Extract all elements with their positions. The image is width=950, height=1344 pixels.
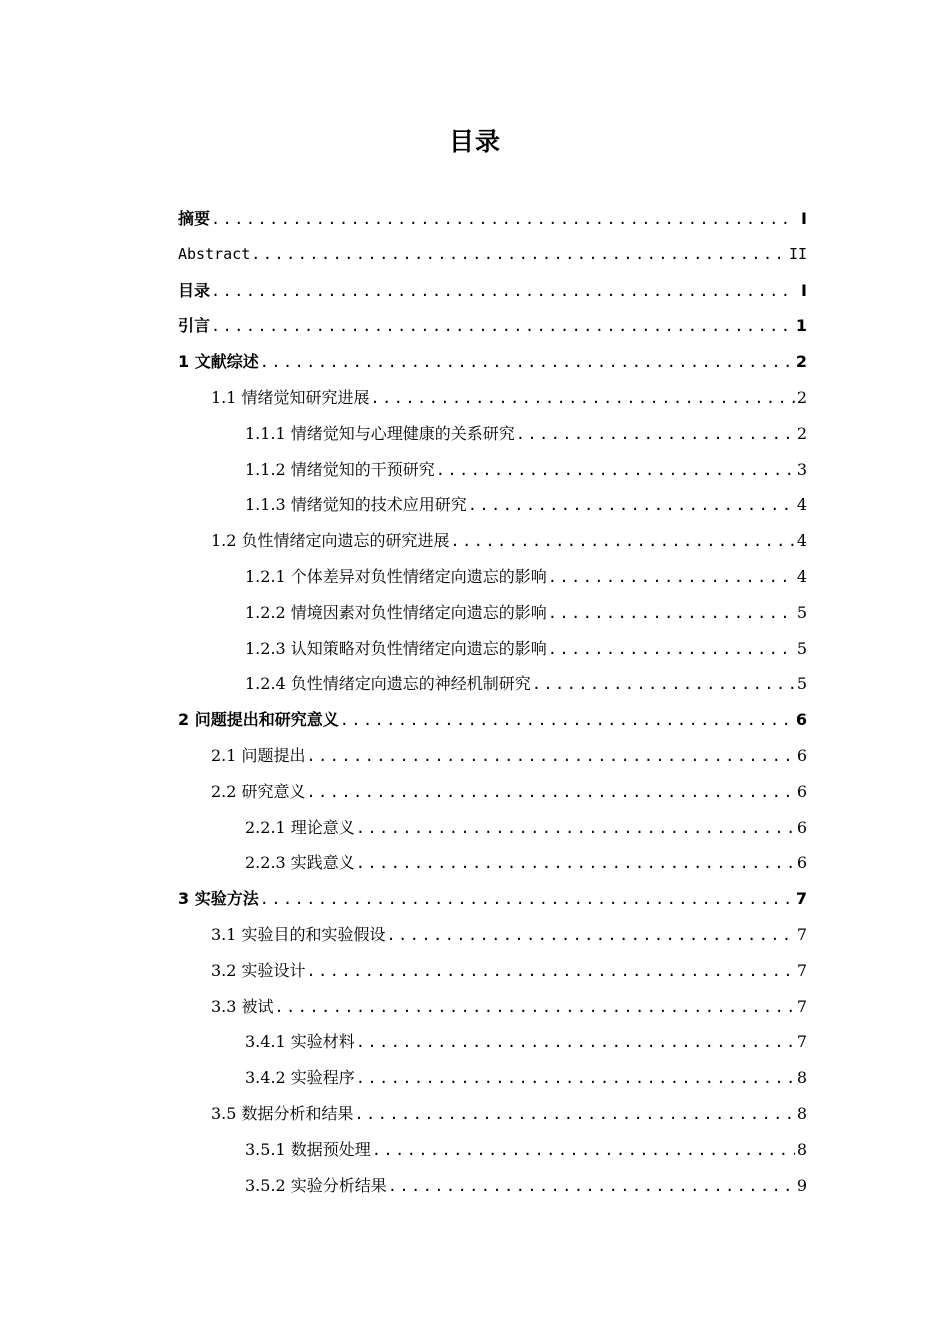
toc-entry[interactable]: [178, 810, 807, 846]
toc-dot-leader: [548, 560, 795, 595]
toc-entry[interactable]: [178, 487, 807, 523]
toc-page-number: 3: [796, 459, 807, 479]
toc-entry[interactable]: [178, 273, 807, 309]
toc-page-number: 6: [796, 745, 807, 765]
toc-page-number: I: [801, 280, 807, 300]
toc-entry-label: 2.2.1 理论意义: [245, 817, 355, 837]
toc-page-number: 1: [795, 316, 807, 336]
toc-page-number: 8: [796, 1068, 807, 1088]
toc-page-number: 2: [796, 387, 807, 407]
toc-entry[interactable]: [178, 1024, 807, 1060]
toc-page-number: I: [801, 209, 807, 228]
toc-entry-label: 1.2.2 情境因素对负性情绪定向遗忘的影响: [245, 602, 547, 622]
toc-dot-leader: [356, 846, 795, 881]
toc-entry[interactable]: [178, 237, 807, 273]
toc-page-number: 5: [796, 602, 807, 622]
toc-entry[interactable]: [178, 738, 807, 774]
toc-entry[interactable]: [178, 416, 807, 452]
toc-page-number: 7: [796, 960, 807, 980]
toc-page-number: 2: [795, 352, 807, 372]
toc-page-number: 6: [795, 710, 807, 730]
toc-page-number: 6: [796, 853, 807, 873]
toc-dot-leader: [548, 596, 795, 631]
toc-entry[interactable]: [178, 380, 807, 416]
toc-entry-label: 2.2.3 实践意义: [245, 853, 355, 873]
toc-entry-label: 3.5 数据分析和结果: [211, 1103, 354, 1123]
toc-entry[interactable]: [178, 845, 807, 881]
toc-entry[interactable]: [178, 595, 807, 631]
toc-entry-label: 2.1 问题提出: [211, 745, 306, 765]
toc-entry[interactable]: [178, 1096, 807, 1132]
toc-dot-leader: [372, 1133, 795, 1168]
toc-dot-leader: [356, 1061, 795, 1096]
toc-dot-leader: [468, 488, 795, 523]
toc-entry-label: 3.5.2 实验分析结果: [245, 1175, 387, 1195]
toc-entry-label: 目录: [178, 280, 211, 300]
toc-entry[interactable]: [178, 666, 807, 702]
toc-entry[interactable]: [178, 1060, 807, 1096]
toc-entry[interactable]: [178, 523, 807, 559]
toc-entry-label: 1.1.1 情绪觉知与心理健康的关系研究: [245, 423, 515, 443]
toc-entry-label: 3.4.1 实验材料: [245, 1032, 355, 1052]
toc-page-number: 7: [796, 1032, 807, 1052]
toc-dot-leader: [451, 524, 795, 559]
toc-page-number: 7: [796, 996, 807, 1016]
toc-page-number: II: [788, 244, 807, 263]
toc-page-number: 4: [796, 531, 807, 551]
toc-entry[interactable]: [178, 774, 807, 810]
toc-page-number: 8: [796, 1139, 807, 1159]
toc-entry-label: 1.2.1 个体差异对负性情绪定向遗忘的影响: [245, 566, 547, 586]
toc-page-number: 9: [796, 1175, 807, 1195]
toc-entry-label: 摘要: [178, 209, 211, 228]
toc-page-number: 7: [795, 889, 807, 909]
toc-dot-leader: [211, 309, 794, 344]
toc-dot-leader: [307, 954, 795, 989]
toc-entry-label: 1.2 负性情绪定向遗忘的研究进展: [211, 531, 450, 551]
toc-entry[interactable]: [178, 559, 807, 595]
toc-entry-label: 1 文献综述: [178, 352, 259, 372]
toc-page-number: 5: [796, 674, 807, 694]
toc-entry-label: 1.1 情绪觉知研究进展: [211, 387, 370, 407]
toc-dot-leader: [260, 345, 794, 380]
toc-entry[interactable]: [178, 1132, 807, 1168]
table-of-contents: [178, 201, 807, 1203]
toc-entry-label: 3.2 实验设计: [211, 960, 306, 980]
toc-entry-label: 3.5.1 数据预处理: [245, 1139, 371, 1159]
toc-page-number: 5: [796, 638, 807, 658]
toc-entry[interactable]: [178, 881, 807, 917]
toc-entry-label: 3.1 实验目的和实验假设: [211, 924, 386, 944]
toc-entry-label: 引言: [178, 316, 211, 336]
toc-entry-label: 3.3 被试: [211, 996, 274, 1016]
toc-dot-leader: [356, 1025, 795, 1060]
toc-dot-leader: [211, 274, 795, 309]
toc-entry-label: Abstract: [178, 244, 251, 263]
toc-entry-label: 1.1.3 情绪觉知的技术应用研究: [245, 495, 467, 515]
toc-entry[interactable]: [178, 953, 807, 989]
toc-dot-leader: [355, 1097, 795, 1132]
toc-page-number: 7: [796, 924, 807, 944]
toc-dot-leader: [387, 918, 795, 953]
toc-page-number: 6: [796, 817, 807, 837]
toc-dot-leader: [307, 775, 795, 810]
page-title: 目录: [448, 127, 501, 156]
toc-dot-leader: [436, 453, 795, 488]
toc-entry[interactable]: [178, 452, 807, 488]
toc-entry[interactable]: [178, 702, 807, 738]
toc-entry-label: 3 实验方法: [178, 889, 259, 909]
toc-dot-leader: [211, 202, 795, 237]
toc-dot-leader: [251, 237, 787, 273]
toc-entry[interactable]: [178, 989, 807, 1025]
toc-entry[interactable]: [178, 308, 807, 344]
toc-page-number: 4: [796, 566, 807, 586]
toc-dot-leader: [371, 381, 795, 416]
toc-dot-leader: [275, 990, 795, 1025]
toc-page-number: 4: [796, 495, 807, 515]
toc-entry-label: 1.2.4 负性情绪定向遗忘的神经机制研究: [245, 674, 531, 694]
toc-entry[interactable]: [178, 1168, 807, 1204]
toc-entry-label: 2 问题提出和研究意义: [178, 710, 339, 730]
toc-entry[interactable]: [178, 344, 807, 380]
toc-dot-leader: [532, 667, 795, 702]
toc-page-number: 8: [796, 1103, 807, 1123]
toc-page-number: 2: [796, 423, 807, 443]
toc-entry[interactable]: [178, 917, 807, 953]
toc-dot-leader: [548, 632, 795, 667]
toc-page-number: 6: [796, 781, 807, 801]
toc-entry-label: 2.2 研究意义: [211, 781, 306, 801]
toc-dot-leader: [388, 1169, 795, 1204]
toc-dot-leader: [260, 882, 794, 917]
toc-entry[interactable]: [178, 201, 807, 237]
toc-entry-label: 1.1.2 情绪觉知的干预研究: [245, 459, 435, 479]
toc-dot-leader: [516, 417, 795, 452]
toc-dot-leader: [340, 703, 794, 738]
toc-dot-leader: [356, 811, 795, 846]
toc-entry-label: 3.4.2 实验程序: [245, 1068, 355, 1088]
toc-dot-leader: [307, 739, 795, 774]
toc-entry[interactable]: [178, 631, 807, 667]
toc-entry-label: 1.2.3 认知策略对负性情绪定向遗忘的影响: [245, 638, 547, 658]
